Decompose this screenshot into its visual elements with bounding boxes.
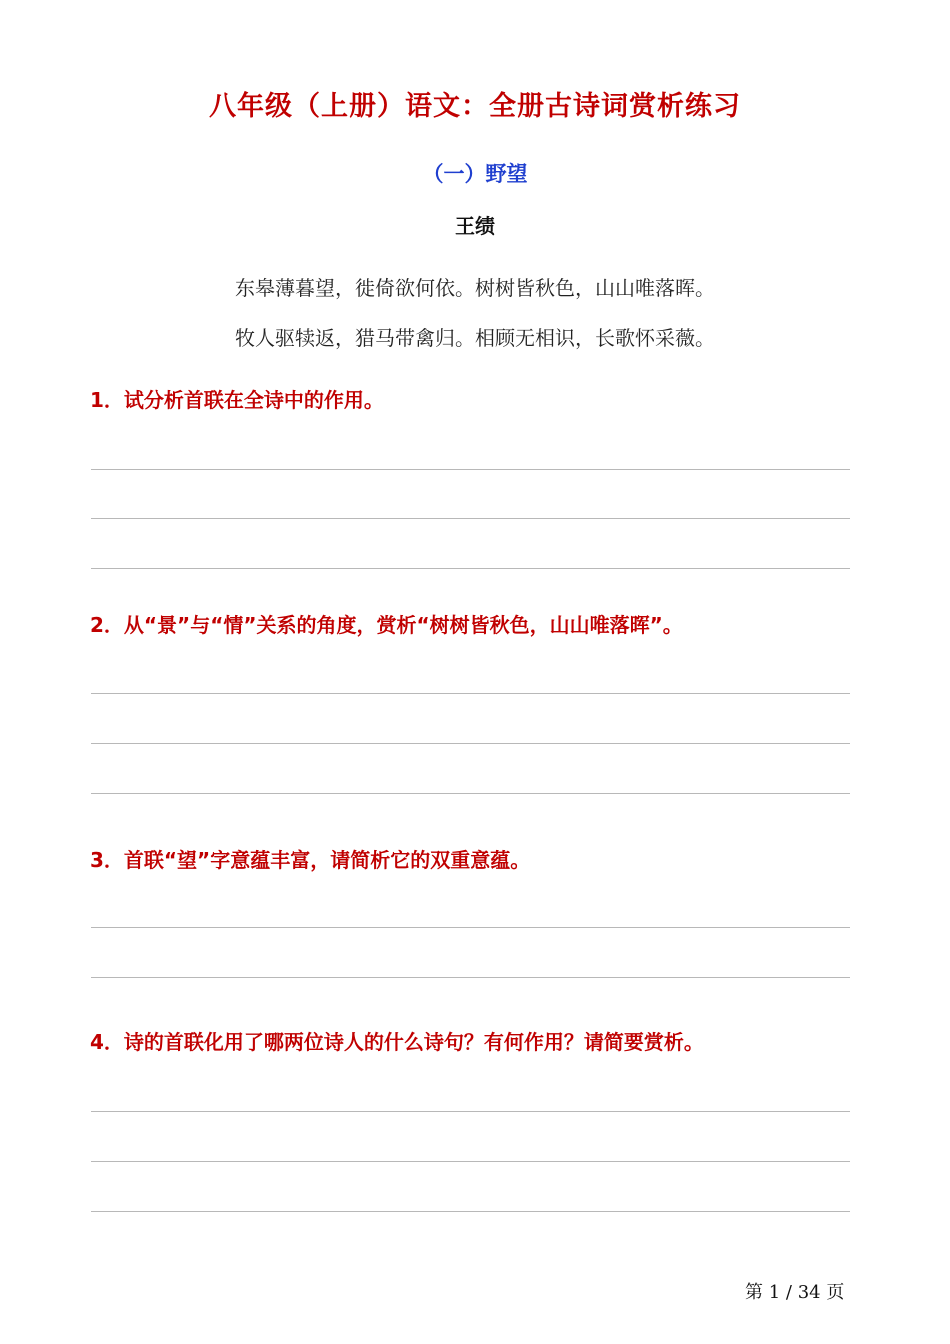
answer-line[interactable] <box>91 568 850 569</box>
poem-line-2: 牧人驱犊返，猎马带禽归。相顾无相识，长歌怀采薇。 <box>235 326 715 350</box>
answer-line[interactable] <box>91 1111 850 1112</box>
question-2: 2．从“景”与“情”关系的角度，赏析“树树皆秋色，山山唯落晖”。 <box>90 613 683 637</box>
page-title: 八年级（上册）语文：全册古诗词赏析练习 <box>209 91 741 122</box>
answer-line[interactable] <box>91 1161 850 1162</box>
answer-line[interactable] <box>91 693 850 694</box>
page-number-separator: / <box>785 1282 792 1303</box>
question-4: 4．诗的首联化用了哪两位诗人的什么诗句？有何作用？请简要赏析。 <box>90 1030 704 1054</box>
poem-line-1: 东皋薄暮望，徙倚欲何依。树树皆秋色，山山唯落晖。 <box>235 276 715 300</box>
answer-line[interactable] <box>91 977 850 978</box>
page-number-prefix: 第 <box>745 1282 763 1303</box>
page-number <box>745 1278 844 1304</box>
page-number-suffix: 页 <box>826 1282 845 1303</box>
page-number-total: 34 <box>797 1282 821 1303</box>
answer-line[interactable] <box>91 793 850 794</box>
answer-line[interactable] <box>91 469 850 470</box>
page-number-current: 1 <box>768 1282 781 1303</box>
question-1: 1．试分析首联在全诗中的作用。 <box>90 388 384 412</box>
answer-line[interactable] <box>91 1211 850 1212</box>
poem-author: 王绩 <box>455 214 495 238</box>
question-3: 3．首联“望”字意蕴丰富，请简析它的双重意蕴。 <box>90 848 531 872</box>
section-title: （一）野望 <box>422 162 528 186</box>
answer-line[interactable] <box>91 743 850 744</box>
answer-line[interactable] <box>91 927 850 928</box>
answer-line[interactable] <box>91 518 850 519</box>
